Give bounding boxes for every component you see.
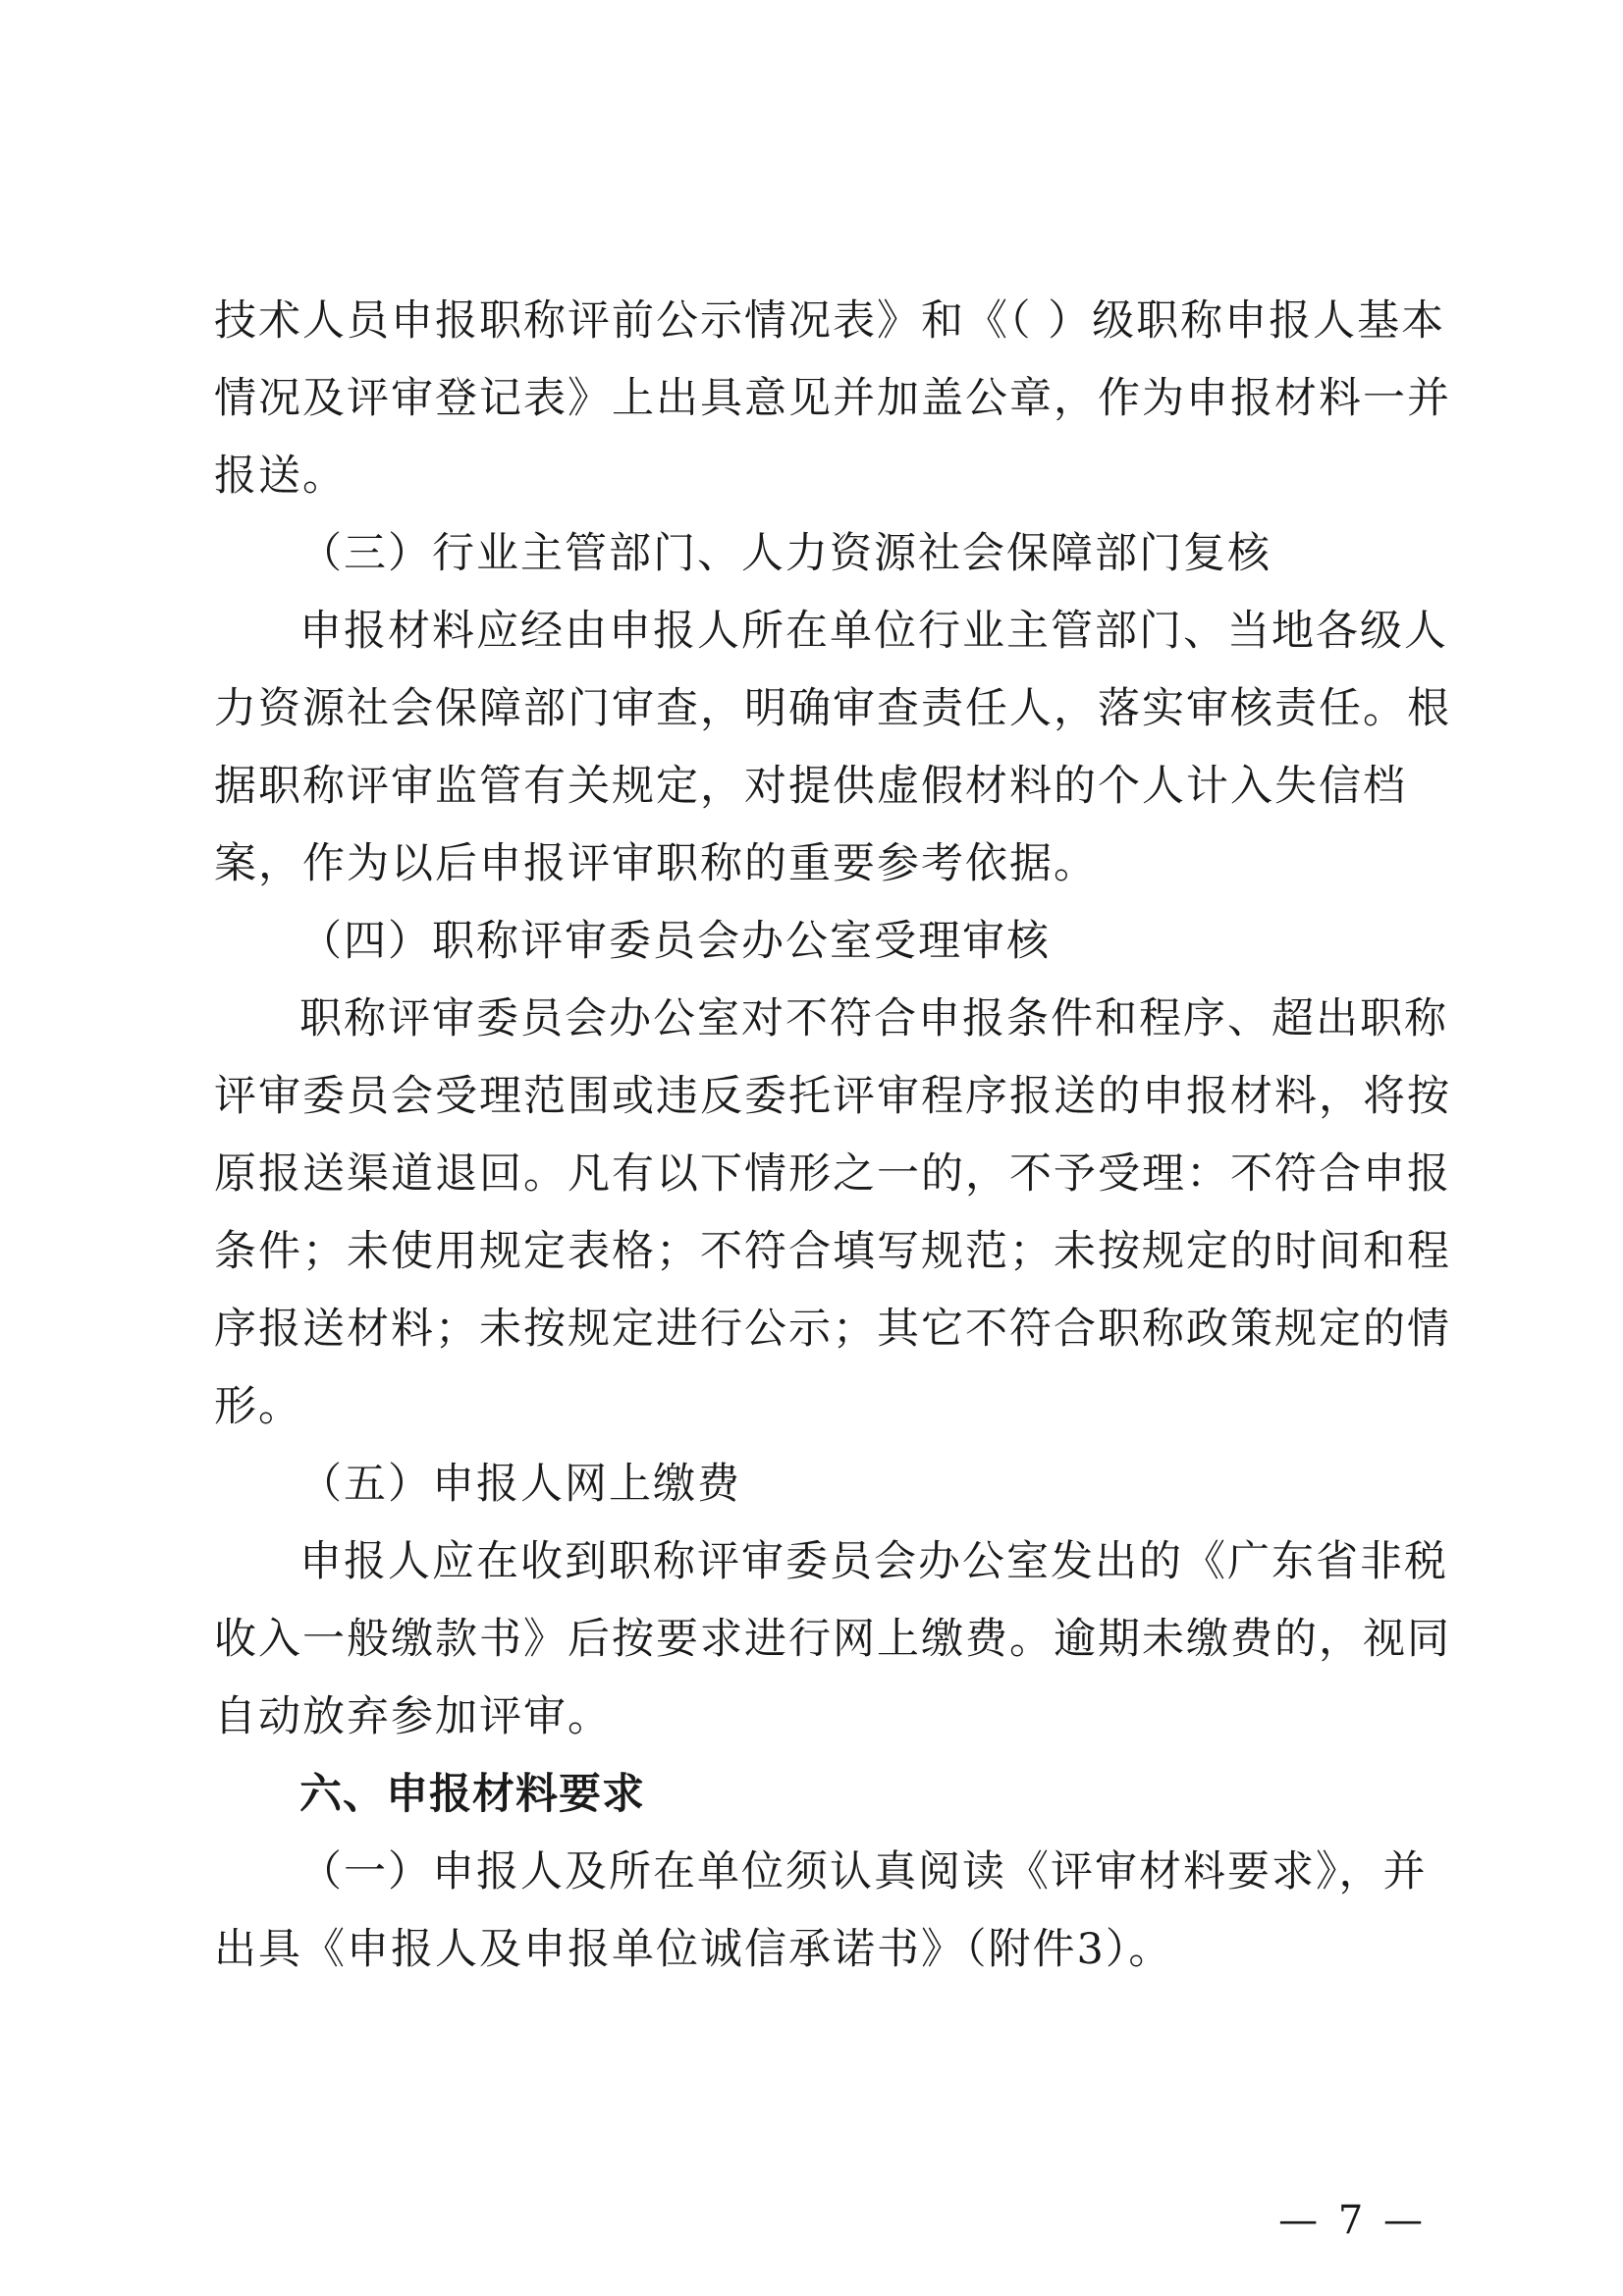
section-heading: （四）职称评审委员会办公室受理审核 bbox=[299, 917, 1051, 966]
body-text-line: （一）申报人及所在单位须认真阅读《评审材料要求》，并 bbox=[299, 1847, 1428, 1896]
chapter-heading: 六、申报材料要求 bbox=[299, 1770, 645, 1819]
body-text-line: 职称评审委员会办公室对不符合申报条件和程序、超出职称 bbox=[299, 994, 1448, 1043]
body-text-line: 报送。 bbox=[214, 452, 347, 501]
body-text-line: 形。 bbox=[214, 1382, 302, 1431]
body-text-line: 原报送渠道退回。凡有以下情形之一的，不予受理：不符合申报 bbox=[214, 1149, 1451, 1199]
body-text-line: 序报送材料；未按规定进行公示；其它不符合职称政策规定的情 bbox=[214, 1305, 1451, 1354]
body-text-line: 申报人应在收到职称评审委员会办公室发出的《广东省非税 bbox=[299, 1537, 1448, 1586]
body-text-line: 申报材料应经由申报人所在单位行业主管部门、当地各级人 bbox=[299, 607, 1448, 656]
body-text-line: 评审委员会受理范围或违反委托评审程序报送的申报材料，将按 bbox=[214, 1072, 1451, 1121]
body-text-line: 收入一般缴款书》后按要求进行网上缴费。逾期未缴费的，视同 bbox=[214, 1615, 1451, 1664]
body-text-line: 自动放弃参加评审。 bbox=[214, 1692, 612, 1741]
body-text-line: 案，作为以后申报评审职称的重要参考依据。 bbox=[214, 839, 1098, 888]
body-text-line: 据职称评审监管有关规定，对提供虚假材料的个人计入失信档 bbox=[214, 762, 1407, 811]
body-text-line: 技术人员申报职称评前公示情况表》和《（ ）级职称申报人基本 bbox=[214, 296, 1446, 346]
body-text-line: 出具《申报人及申报单位诚信承诺书》（附件3）。 bbox=[214, 1925, 1173, 1974]
body-text-line: 力资源社会保障部门审查，明确审查责任人，落实审核责任。根 bbox=[214, 684, 1451, 733]
body-text-line: 条件；未使用规定表格；不符合填写规范；未按规定的时间和程 bbox=[214, 1227, 1451, 1276]
section-heading: （五）申报人网上缴费 bbox=[299, 1460, 741, 1509]
page-number: — 7 — bbox=[1278, 2198, 1427, 2243]
body-text-line: 情况及评审登记表》上出具意见并加盖公章，作为申报材料一并 bbox=[214, 374, 1451, 423]
section-heading: （三）行业主管部门、人力资源社会保障部门复核 bbox=[299, 529, 1271, 578]
